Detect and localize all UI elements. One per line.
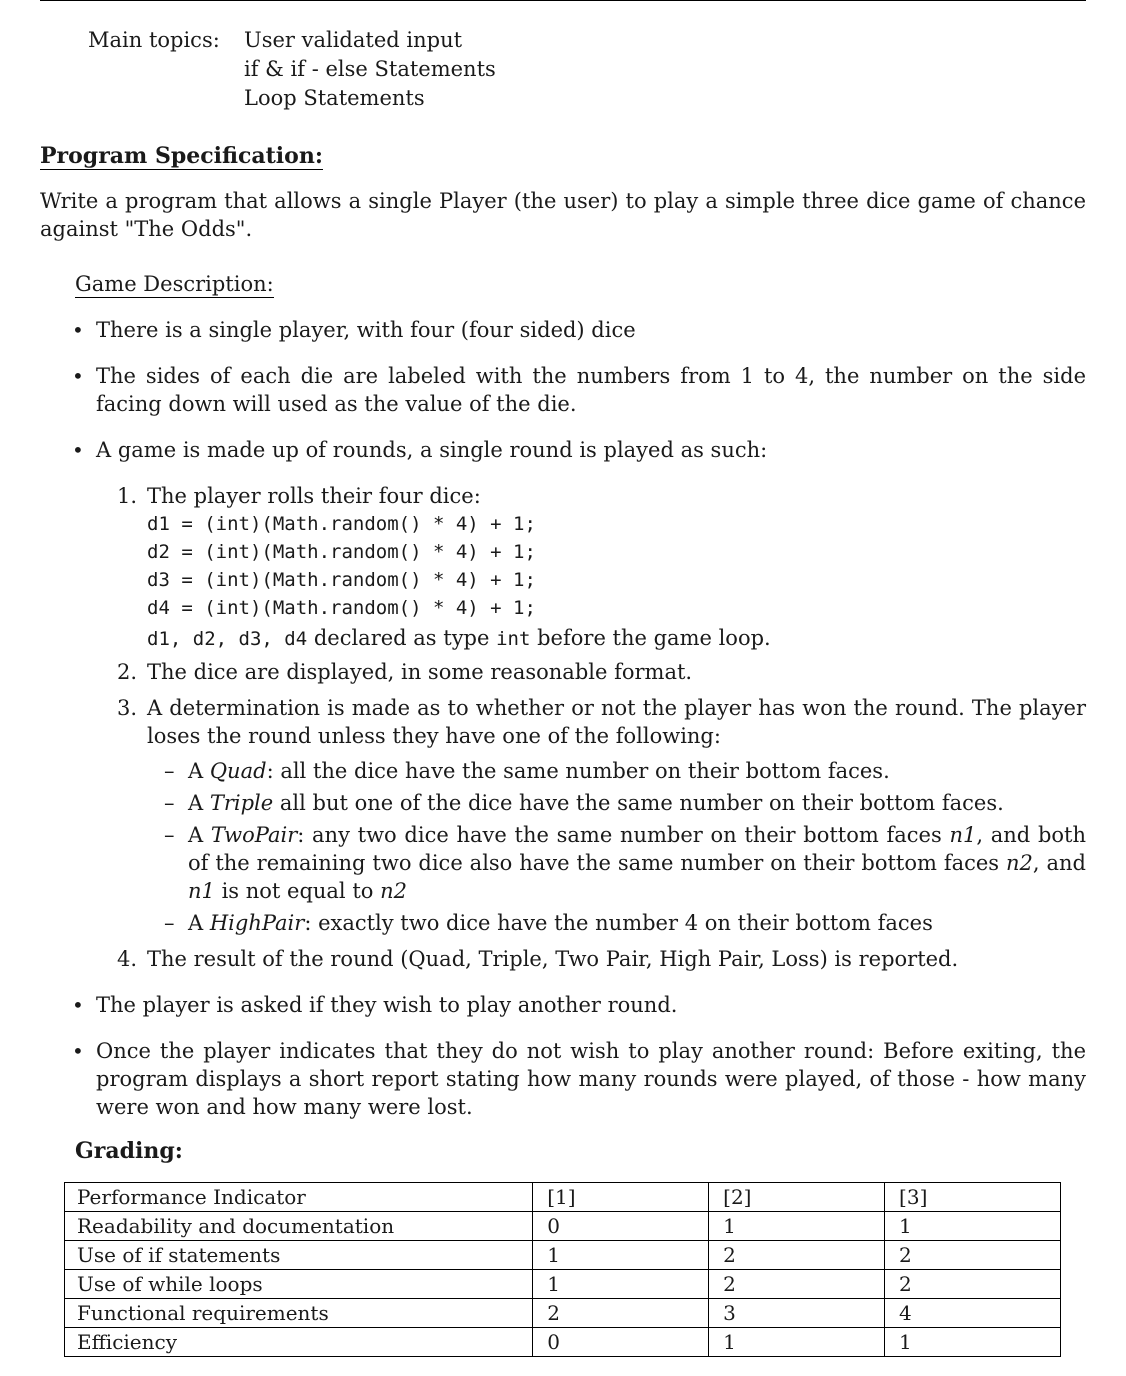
table-row [65, 1241, 1061, 1270]
term-quad: Quad [209, 759, 267, 783]
table-row [65, 1212, 1061, 1241]
win-condition-highpair: – A HighPair: exactly two dice have the number 4 on their bottom faces [164, 911, 933, 935]
bullet-item [72, 436, 1086, 464]
table-cell: 4 [885, 1299, 1061, 1328]
step-item [117, 945, 1086, 973]
topic-item: if & if - else Statements [244, 57, 496, 81]
table-cell: 2 [885, 1270, 1061, 1299]
table-cell: 1 [533, 1270, 709, 1299]
table-cell: Use of if statements [65, 1241, 533, 1270]
win-condition-quad: – A Quad: all the dice have the same number on their bottom faces. [164, 759, 890, 783]
bullet-item [72, 316, 1086, 344]
step-number: 3. [117, 696, 138, 720]
bullet-icon: • [72, 993, 84, 1017]
step-item [117, 482, 1086, 510]
header-cell: [3] [885, 1183, 1061, 1212]
bullet-text: The sides of each die are labeled with the numbers from 1 to 4, the number on the side facing down will used as the value of the die. [96, 364, 1086, 416]
declaration-text: before the game loop. [530, 626, 771, 650]
step-item [117, 694, 1086, 750]
bullet-text: A game is made up of rounds, a single round is played as such: [96, 438, 768, 462]
step-item [117, 658, 1086, 686]
win-condition-twopair: – A TwoPair: any two dice have the same number on their bottom faces n1, and both of the remaining two dice also have the same number on their bottom faces n2, and n1 is not equal to n2 [164, 823, 1087, 903]
table-cell: 1 [533, 1241, 709, 1270]
bullet-icon: • [72, 1039, 84, 1063]
program-intro: Write a program that allows a single Player (the user) to play a simple three dice game of chance against "The Odds". [40, 189, 1086, 241]
declaration-note [147, 624, 771, 653]
table-row [65, 1299, 1061, 1328]
table-cell: Readability and documentation [65, 1212, 533, 1241]
bullet-item [72, 991, 1086, 1019]
step-number: 4. [117, 947, 138, 971]
dash-icon: – [164, 791, 175, 815]
table-cell: 2 [709, 1270, 885, 1299]
bullet-text: The player is asked if they wish to play another round. [96, 993, 678, 1017]
grading-table [64, 1182, 1061, 1357]
table-cell: 1 [709, 1212, 885, 1241]
step-text: The dice are displayed, in some reasonable format. [147, 660, 693, 684]
term-triple: Triple [209, 791, 274, 815]
table-cell: 3 [709, 1299, 885, 1328]
table-cell: 2 [885, 1241, 1061, 1270]
bullet-item [72, 1037, 1086, 1121]
step-text: The player rolls their four dice: [147, 484, 481, 508]
declared-type: int [496, 628, 531, 650]
grading-heading: Grading: [75, 1138, 183, 1164]
bullet-icon: • [72, 438, 84, 462]
table-cell: 0 [533, 1328, 709, 1357]
declared-vars: d1, d2, d3, d4 [147, 628, 308, 650]
table-cell: 1 [709, 1328, 885, 1357]
game-description-heading: Game Description: [75, 272, 274, 296]
table-header-row [65, 1183, 1061, 1212]
header-cell: Performance Indicator [65, 1183, 533, 1212]
program-specification-heading: Program Specification: [40, 143, 323, 169]
code-line: d2 = (int)(Math.random() * 4) + 1; [147, 541, 536, 563]
dash-icon: – [164, 759, 175, 783]
declaration-text: declared as type [307, 626, 497, 650]
bullet-text: Once the player indicates that they do not wish to play another round: Before exiting, the program displays a short report stating how many rounds were played, of those - how many were won and how many were lost. [96, 1039, 1086, 1119]
main-topics-list [244, 26, 496, 113]
step-text: The result of the round (Quad, Triple, Two Pair, High Pair, Loss) is reported. [147, 947, 959, 971]
header-cell: [1] [533, 1183, 709, 1212]
topic-item: User validated input [244, 28, 463, 52]
table-cell: 2 [533, 1299, 709, 1328]
term-highpair: HighPair [209, 911, 305, 935]
topic-item: Loop Statements [244, 86, 425, 110]
win-condition-triple: – A Triple all but one of the dice have the same number on their bottom faces. [164, 791, 1004, 815]
bullet-icon: • [72, 318, 84, 342]
bullet-icon: • [72, 364, 84, 388]
code-line: d1 = (int)(Math.random() * 4) + 1; [147, 513, 536, 535]
top-rule [40, 0, 1086, 1]
main-topics-label: Main topics: [88, 28, 220, 52]
dash-icon: – [164, 823, 175, 847]
dash-icon: – [164, 911, 175, 935]
table-cell: 1 [885, 1328, 1061, 1357]
table-row [65, 1270, 1061, 1299]
bullet-item [72, 362, 1086, 418]
table-row [65, 1328, 1061, 1357]
bullet-text: There is a single player, with four (four sided) dice [96, 318, 636, 342]
step-number: 1. [117, 484, 138, 508]
table-cell: 1 [885, 1212, 1061, 1241]
step-text: A determination is made as to whether or not the player has won the round. The player loses the round unless they have one of the following: [147, 696, 1086, 748]
table-cell: Use of while loops [65, 1270, 533, 1299]
code-line: d3 = (int)(Math.random() * 4) + 1; [147, 569, 536, 591]
code-line: d4 = (int)(Math.random() * 4) + 1; [147, 597, 536, 619]
table-cell: Efficiency [65, 1328, 533, 1357]
table-cell: 2 [709, 1241, 885, 1270]
term-twopair: TwoPair [210, 823, 298, 847]
table-cell: 0 [533, 1212, 709, 1241]
step-number: 2. [117, 660, 138, 684]
header-cell: [2] [709, 1183, 885, 1212]
table-cell: Functional requirements [65, 1299, 533, 1328]
